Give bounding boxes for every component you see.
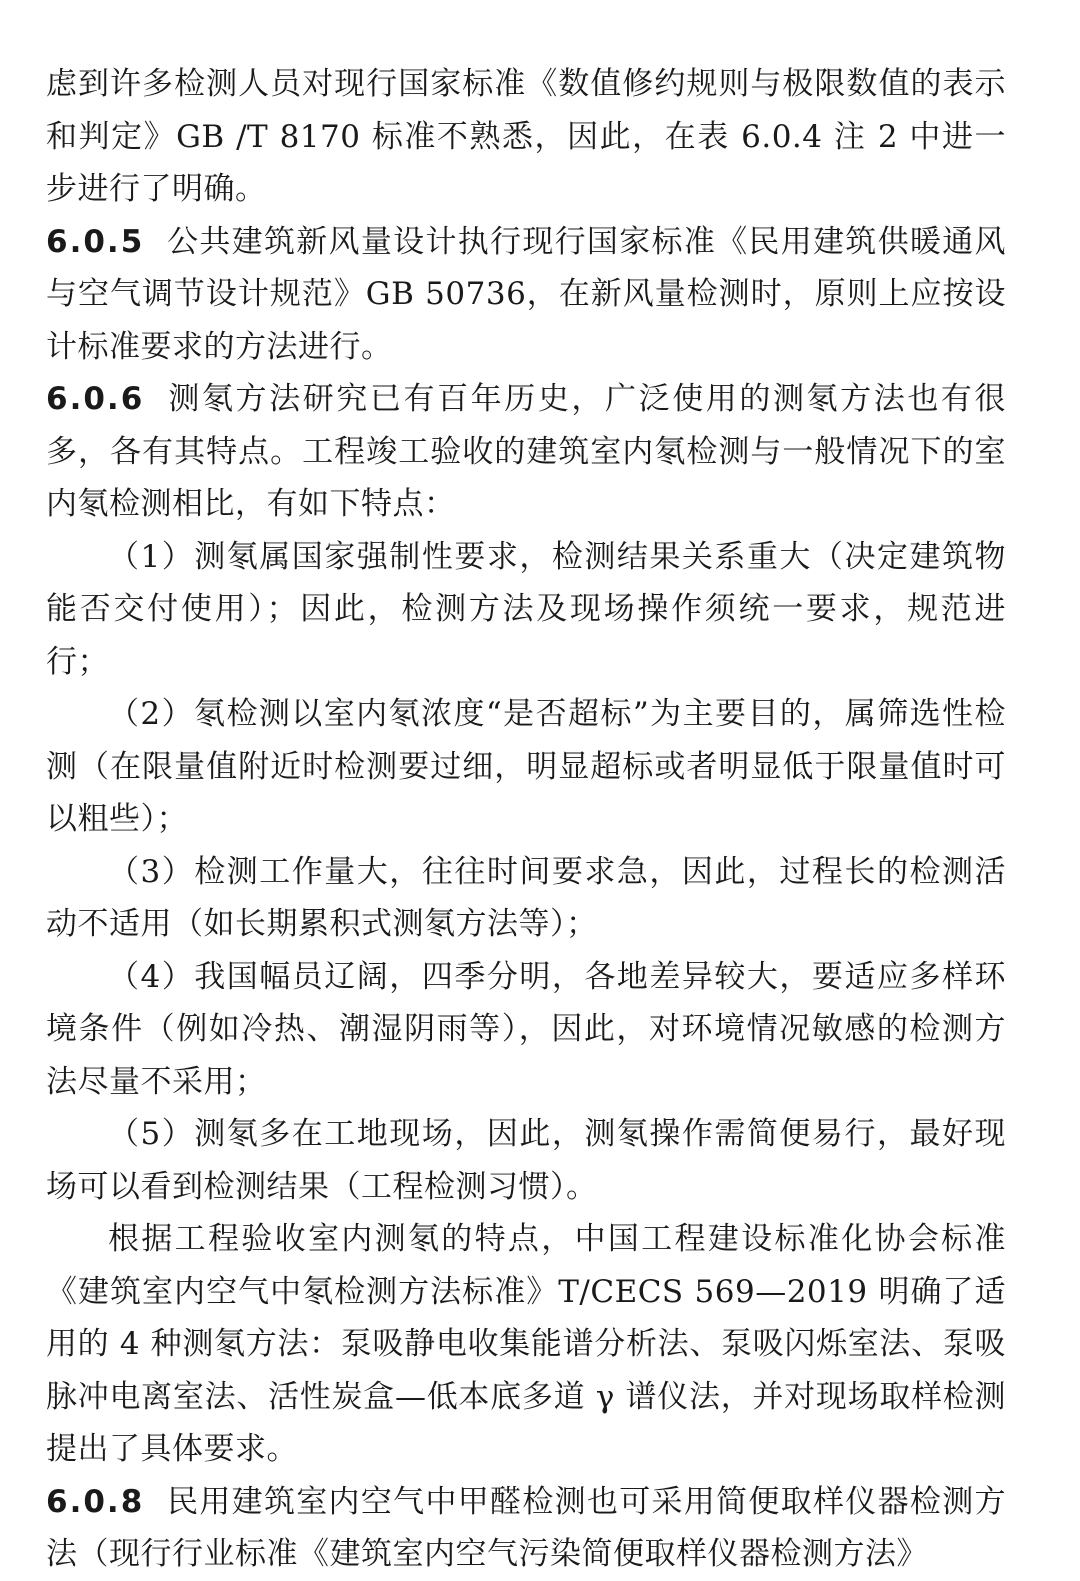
document-page bbox=[46, 58, 1006, 1581]
clause-text: 测氡方法研究已有百年历史，广泛使用的测氡方法也有很多，各有其特点。工程竣工验收的建筑室内氡检测与一般情况下的室内氡检测相比，有如下特点： bbox=[46, 381, 1006, 522]
clause-text: 公共建筑新风量设计执行现行国家标准《民用建筑供暖通风与空气调节设计规范》GB 50736，在新风量检测时，原则上应按设计标准要求的方法进行。 bbox=[46, 223, 1006, 365]
clause-6-0-6 bbox=[46, 373, 1006, 531]
clause-number: 6.0.6 bbox=[46, 381, 145, 417]
list-item: （5）测氡多在工地现场，因此，测氡操作需简便易行，最好现场可以看到检测结果（工程检测习惯）。 bbox=[46, 1116, 1006, 1205]
list-item: （1）测氡属国家强制性要求，检测结果关系重大（决定建筑物能否交付使用）；因此，检测方法及现场操作须统一要求，规范进行； bbox=[46, 538, 1006, 680]
summary-paragraph: 根据工程验收室内测氡的特点，中国工程建设标准化协会标准《建筑室内空气中氡检测方法标准》T/CECS 569—2019 明确了适用的 4 种测氡方法：泵吸静电收集能谱分析法、泵吸闪烁室法、泵吸脉冲电离室法、活性炭盒—低本底多道 γ 谱仪法，并对现场取样检测提出了具体要求。 bbox=[46, 1221, 1006, 1467]
clause-6-0-8 bbox=[46, 1476, 1006, 1581]
list-item: （4）我国幅员辽阔，四季分明，各地差异较大，要适应多样环境条件（例如冷热、潮湿阴雨等），因此，对环境情况敏感的检测方法尽量不采用； bbox=[46, 958, 1006, 1100]
list-item: （3）检测工作量大，往往时间要求急，因此，过程长的检测活动不适用（如长期累积式测氡方法等）； bbox=[46, 853, 1006, 942]
clause-number: 6.0.5 bbox=[46, 223, 145, 260]
clause-number: 6.0.8 bbox=[46, 1483, 145, 1520]
clause-text: 民用建筑室内空气中甲醛检测也可采用简便取样仪器检测方法（现行行业标准《建筑室内空气污染简便取样仪器检测方法》 bbox=[46, 1483, 1006, 1572]
clause-6-0-5 bbox=[46, 216, 1006, 374]
paragraph-continuation: 虑到许多检测人员对现行国家标准《数值修约规则与极限数值的表示和判定》GB /T 8170 标准不熟悉，因此，在表 6.0.4 注 2 中进一步进行了明确。 bbox=[46, 66, 1006, 207]
list-item: （2）氡检测以室内氡浓度“是否超标”为主要目的，属筛选性检测（在限量值附近时检测要过细，明显超标或者明显低于限量值时可以粗些）； bbox=[46, 696, 1006, 837]
